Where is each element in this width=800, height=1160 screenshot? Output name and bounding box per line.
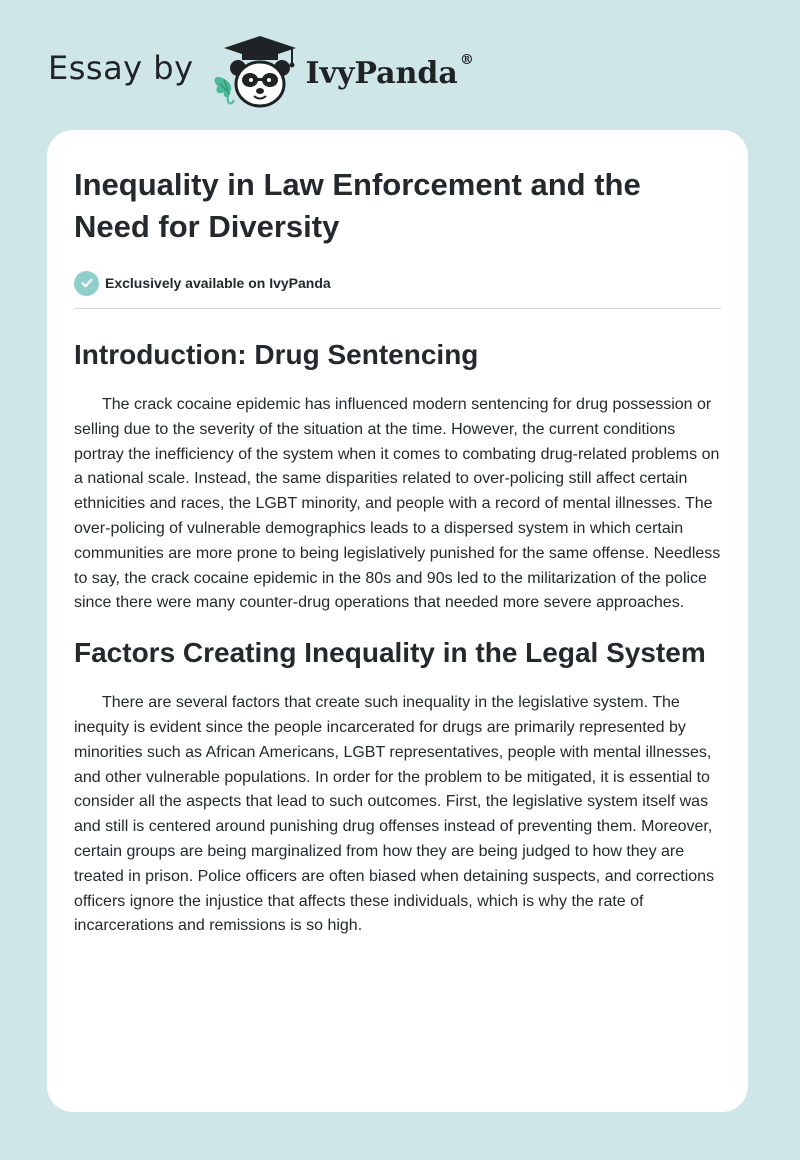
brand-name: [305, 51, 474, 91]
page-title: Inequality in Law Enforcement and the Need for Diversity: [74, 167, 641, 244]
brand-prefix: Essay by: [48, 49, 194, 87]
section-heading: Introduction: Drug Sentencing: [74, 339, 479, 370]
section-introduction: [74, 335, 721, 616]
section-heading: Factors Creating Inequality in the Legal System: [74, 637, 706, 669]
brand-header: [48, 34, 474, 110]
brand-name-text: IvyPanda: [305, 55, 458, 91]
title-divider: [74, 308, 721, 309]
check-icon: [74, 271, 99, 296]
panda-graduate-icon: [208, 34, 300, 110]
section-paragraph: There are several factors that create such inequality in the legislative system. The inequity is evident since the people incarcerated for drugs are primarily represented by minorities such as African Americans, LGBT representatives, people with mental illnesses, and other vulnerable populations. In order for the problem to be mitigated, it is essential to consider all the aspects that lead to such outcomes. First, the legislative system itself was and still is centered around punishing drug offenses instead of preventing them. Moreover, certain groups are being marginalized from how they are being judged to how they are treated in prison. Police officers are often biased when detaining suspects, and corrections officers ignore the injustice that affects these individuals, which is why the rate of incarcerations and remissions is so high.: [74, 694, 715, 935]
essay-card: [47, 130, 748, 1112]
section-paragraph: The crack cocaine epidemic has influenced modern sentencing for drug possession or selling due to the severity of the situation at the time. However, the current conditions portray the inefficiency of the system when it comes to combating drug-related problems on a national scale. Instead, the same disparities related to over-policing still affect certain ethnicities and races, the LGBT minority, and people with a record of mental illnesses. The over-policing of vulnerable demographics leads to a dispersed system in which certain communities are more prone to being legislatively punished for the same offense. Needless to say, the crack cocaine epidemic in the 80s and 90s led to the militarization of the police since there were many counter-drug operations that needed more severe approaches.: [74, 396, 721, 612]
registered-mark: ®: [459, 51, 474, 68]
section-factors: [74, 633, 721, 939]
availability-badge: [74, 270, 721, 296]
availability-text: Exclusively available on IvyPanda: [105, 275, 331, 291]
